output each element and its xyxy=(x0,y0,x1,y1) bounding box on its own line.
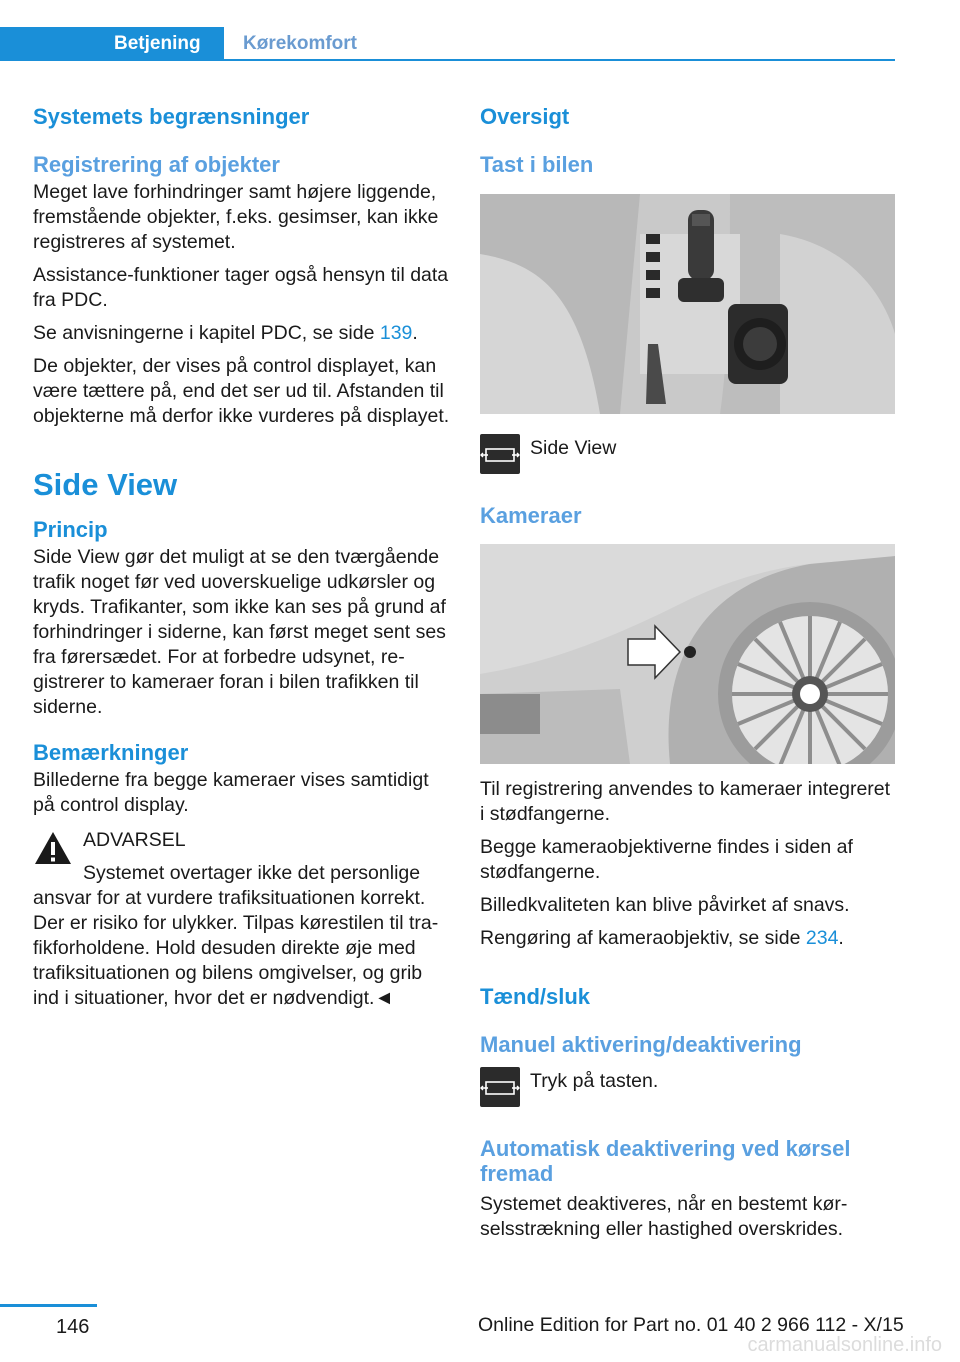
bumper-camera-photo xyxy=(480,544,895,764)
text-pre: Se anvisningerne i kapitel PDC, se side xyxy=(33,322,380,344)
paragraph-auto: Systemet deaktiveres, når en bestemt kørselsstrækning eller hastighed overskrides. xyxy=(480,1193,848,1240)
paragraph-cameras-2: Begge kameraobjektiverne findes i siden af stødfangerne. xyxy=(480,836,853,883)
heading-side-view: Side View xyxy=(33,467,178,502)
paragraph-detection-3 xyxy=(33,321,451,346)
paragraph-notes: Billederne fra begge kameraer vises samtidigt på control display. xyxy=(33,769,429,816)
heading-auto-deactivation: Automatisk deaktivering ved kørsel fremad xyxy=(480,1136,851,1186)
text-post: . xyxy=(838,927,844,949)
heading-overview: Oversigt xyxy=(480,104,570,129)
page-link-139[interactable]: 139 xyxy=(379,322,413,344)
paragraph-detection-2: Assistance-funktioner tager også hensyn til data fra PDC. xyxy=(33,264,449,311)
side-view-button-icon[interactable] xyxy=(480,434,520,474)
paragraph-cameras-3: Billedkvaliteten kan blive påvirket af snavs. xyxy=(480,894,850,916)
heading-notes: Bemærkninger xyxy=(33,740,189,765)
heading-on-off: Tænd/sluk xyxy=(480,984,591,1009)
heading-object-detection: Registrering af objekter xyxy=(33,152,280,177)
heading-manual: Manuel aktivering/deaktivering xyxy=(480,1032,802,1057)
warning-text: Systemet overtager ikke det personlige ansvar for at vurdere trafiksituationen korrekt. Der er risiko for ulykker. Tilpas kørestilen til trafikforholdene. Hold desuden direkte øje med trafiksituationen og bilens omgivelser, og grib ind i situationer, hvor det er nødvendigt.◄ xyxy=(33,862,439,1009)
page-number: 146 xyxy=(56,1316,90,1338)
car-console-photo xyxy=(480,194,895,414)
heading-principle: Princip xyxy=(33,517,108,542)
heading-cameras: Kameraer xyxy=(480,503,582,528)
paragraph-cameras-1: Til registrering anvendes to kameraer integreret i stødfangerne. xyxy=(480,778,891,825)
right-column xyxy=(480,98,895,1242)
manual-button-label: Tryk på tasten. xyxy=(530,1070,659,1092)
text-post: . xyxy=(412,322,418,344)
warning-triangle-icon xyxy=(33,830,73,866)
edition-text: Online Edition for Part no. 01 40 2 966 112 - X/15 xyxy=(478,1314,904,1336)
side-view-button-label: Side View xyxy=(530,437,617,459)
heading-system-limits: Systemets begrænsninger xyxy=(33,104,310,129)
paragraph-principle: Side View gør det muligt at se den tværgående trafik noget før ved uoverskuelige udkørsler og kryds. Trafikanter, som ikke kan ses på grund af forhindringer i siderne, kan først meget sent ses fra førersædet. For at forbedre udsynet, registrerer to kameraer foran i bilen trafikken til siderne. xyxy=(33,546,446,718)
text-pre: Rengøring af kameraobjektiv, se side xyxy=(480,927,806,949)
tab-korekomfort[interactable]: Kørekomfort xyxy=(243,33,358,54)
warning-block xyxy=(33,828,451,853)
paragraph-detection-1: Meget lave forhindringer samt højere liggende, fremstående objekter, f.eks. gesimser, kan ikke registreres af systemet. xyxy=(33,181,439,253)
manual-button-row xyxy=(480,1067,895,1107)
paragraph-cameras-4 xyxy=(480,926,895,951)
footer-rule xyxy=(0,1304,97,1307)
left-column xyxy=(33,98,451,1011)
page-link-234[interactable]: 234 xyxy=(805,927,839,949)
paragraph-detection-4: De objekter, der vises på control displayet, kan være tættere på, end det ser ud til. Afstanden til objekterne må derfor ikke vurderes på displayet. xyxy=(33,355,450,427)
chapter-tab-bar xyxy=(0,27,895,61)
side-view-button-row xyxy=(480,434,895,474)
heading-button-in-car: Tast i bilen xyxy=(480,152,594,177)
side-view-button-icon[interactable] xyxy=(480,1067,520,1107)
warning-title: ADVARSEL xyxy=(83,829,186,851)
tab-betjening[interactable]: Betjening xyxy=(0,27,224,61)
watermark: carmanualsonline.info xyxy=(747,1334,942,1356)
